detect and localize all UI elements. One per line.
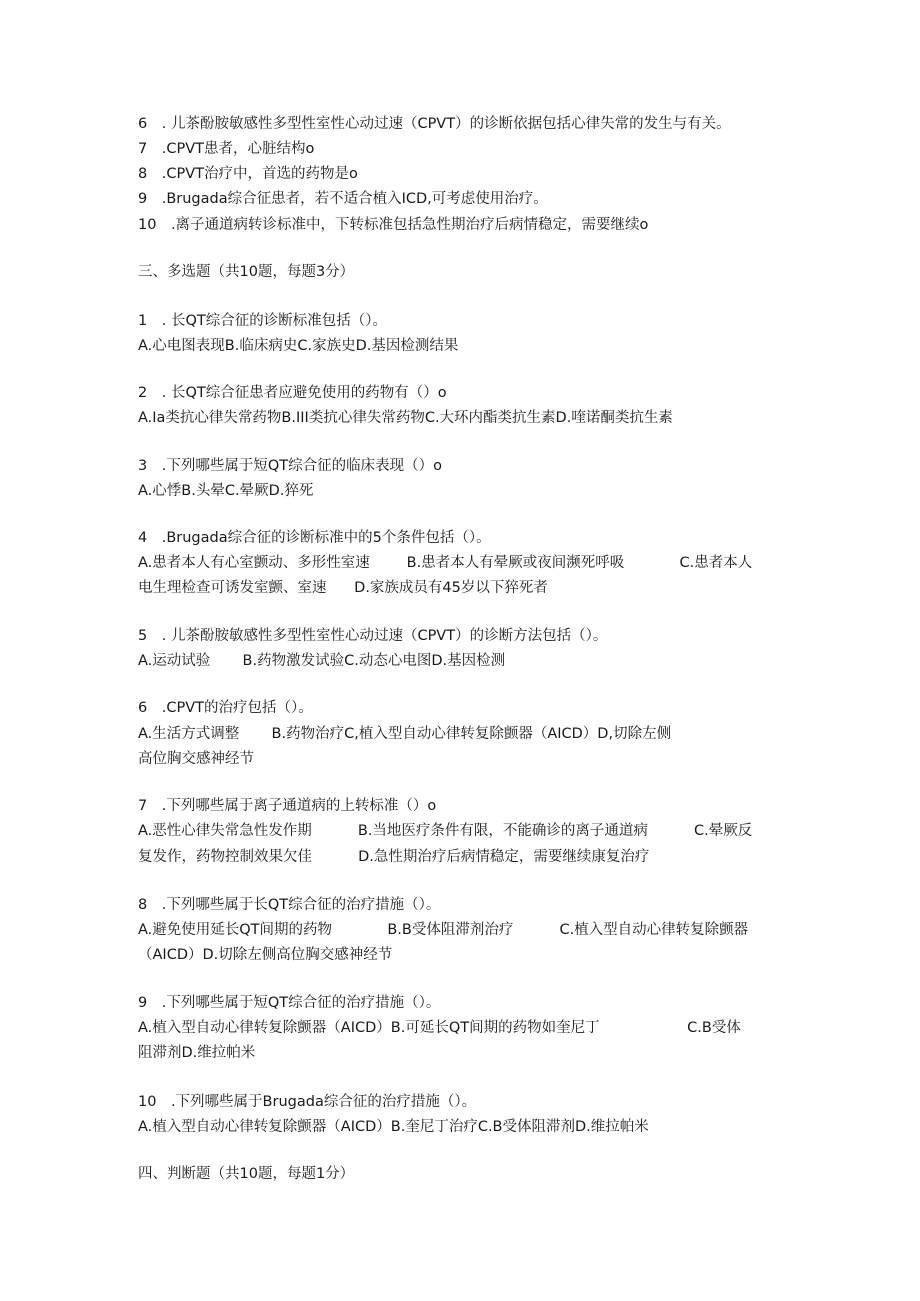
- question-2-options: A.Ia类抗心律失常药物B.III类抗心律失常药物C.大环内酯类抗生素D.喹诺酮类抗生素: [138, 410, 673, 426]
- fill-in-item-8: 8 .CPVT治疗中，首选的药物是o: [138, 166, 358, 182]
- question-1-options: A.心电图表现B.临床病史C.家族史D.基因检测结果: [138, 338, 459, 354]
- question-3-options: A.心悸B.头晕C.晕厥D.猝死: [138, 483, 314, 499]
- fill-in-item-6: 6 . 儿茶酚胺敏感性多型性室性心动过速（CPVT）的诊断依据包括心律失常的发生与有关。: [138, 116, 731, 132]
- question-6-options-line-2: 高位胸交感神经节: [138, 751, 254, 767]
- question-6-options-line-1: A.生活方式调整 B.药物治疗C,植入型自动心律转复除颤器（AICD）D,切除左侧: [138, 726, 672, 742]
- question-4-options-line-1: A.患者本人有心室颤动、多形性室速 B.患者本人有晕厥或夜间濒死呼吸 C.患者本人: [138, 555, 753, 571]
- fill-in-item-9: 9 .Brugada综合征患者，若不适合植入ICD,可考虑使用治疗。: [138, 191, 548, 207]
- question-8-stem: 8 .下列哪些属于长QT综合征的治疗措施（）。: [138, 897, 441, 913]
- question-9-options-line-2: 阻滞剂D.维拉帕米: [138, 1045, 256, 1061]
- question-8-options-line-2: （AICD）D.切除左侧高位胸交感神经节: [138, 947, 393, 963]
- question-6-stem: 6 .CPVT的治疗包括（）。: [138, 700, 313, 716]
- question-2-stem: 2 . 长QT综合征患者应避免使用的药物有（）o: [138, 385, 447, 401]
- question-7-options-line-1: A.恶性心律失常急性发作期 B.当地医疗条件有限，不能确诊的离子通道病 C.晕厥反: [138, 823, 753, 839]
- question-9-stem: 9 .下列哪些属于短QT综合征的治疗措施（）。: [138, 995, 441, 1011]
- question-1-stem: 1 . 长QT综合征的诊断标准包括（）。: [138, 313, 387, 329]
- question-8-options-line-1: A.避免使用延长QT间期的药物 B.B受体阻滞剂治疗 C.植入型自动心律转复除颤器: [138, 922, 749, 938]
- question-7-options-line-2: 复发作，药物控制效果欠佳 D.急性期治疗后病情稳定，需要继续康复治疗: [138, 849, 650, 865]
- question-10-stem: 10 .下列哪些属于Brugada综合征的治疗措施（）。: [138, 1094, 477, 1110]
- question-9-options-line-1: A.植入型自动心律转复除颤器（AICD）B.可延长QT间期的药物如奎尼丁 C.B受体: [138, 1020, 741, 1036]
- section-heading-multiple-choice: 三、多选题（共10题，每题3分）: [138, 264, 355, 280]
- question-5-stem: 5 . 儿茶酚胺敏感性多型性室性心动过速（CPVT）的诊断方法包括（）。: [138, 628, 608, 644]
- question-4-stem: 4 .Brugada综合征的诊断标准中的5个条件包括（）。: [138, 530, 491, 546]
- fill-in-item-7: 7 .CPVT患者，心脏结构o: [138, 141, 315, 157]
- question-10-options: A.植入型自动心律转复除颤器（AICD）B.奎尼丁治疗C.B受体阻滞剂D.维拉帕米: [138, 1119, 649, 1135]
- question-5-options: A.运动试验 B.药物激发试验C.动态心电图D.基因检测: [138, 653, 506, 669]
- fill-in-item-10: 10 .离子通道病转诊标准中，下转标准包括急性期治疗后病情稳定，需要继续o: [138, 217, 649, 233]
- question-4-options-line-2: 电生理检查可诱发室颤、室速 D.家族成员有45岁以下猝死者: [138, 580, 548, 596]
- section-heading-true-false: 四、判断题（共10题，每题1分）: [138, 1166, 355, 1182]
- question-7-stem: 7 .下列哪些属于离子通道病的上转标准（）o: [138, 798, 437, 814]
- question-3-stem: 3 .下列哪些属于短QT综合征的临床表现（）o: [138, 458, 442, 474]
